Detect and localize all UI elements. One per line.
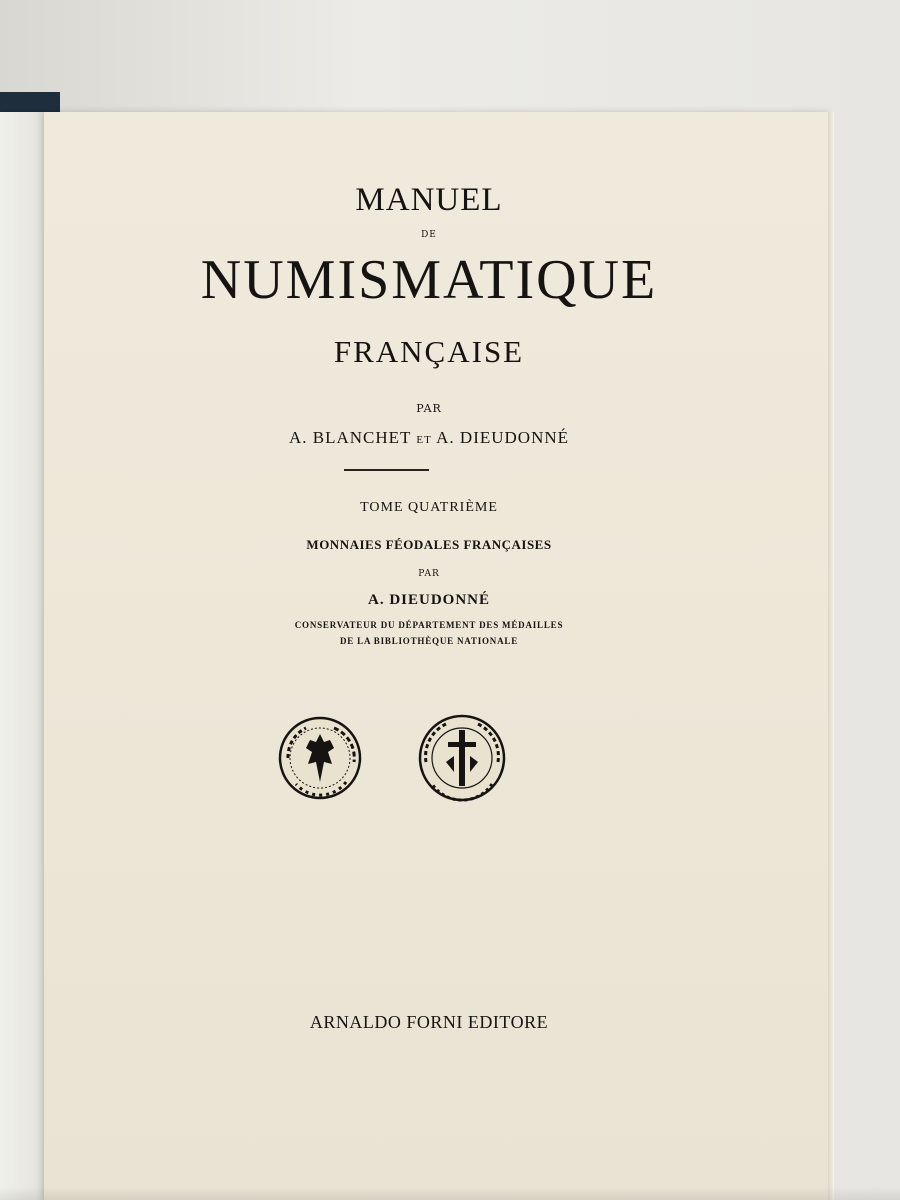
bottom-shadow <box>0 1186 900 1200</box>
title-francaise: FRANÇAISE <box>333 334 525 369</box>
author-position-line1: CONSERVATEUR DU DÉPARTEMENT DES MÉDAILLES <box>294 620 564 630</box>
left-page-edge <box>0 112 44 1200</box>
author-conjunction: ET <box>416 434 432 446</box>
volume-subtitle: MONNAIES FÉODALES FRANÇAISES <box>306 537 552 552</box>
coin-cross-icon <box>420 716 504 800</box>
author-position-line2: DE LA BIBLIOTHÈQUE NATIONALE <box>339 636 519 646</box>
par-label-2: PAR <box>418 569 440 579</box>
author-dieudonne: A. DIEUDONNÉ <box>436 428 570 447</box>
author-blanchet: A. BLANCHET <box>288 428 412 447</box>
authors-line <box>44 428 814 448</box>
author-volume: A. DIEUDONNÉ <box>367 592 490 608</box>
title-de: DE <box>421 230 437 240</box>
coin-illustrations <box>276 712 506 804</box>
title-numismatique: NUMISMATIQUE <box>200 249 658 311</box>
coin-eagle-icon <box>280 718 360 798</box>
title-manuel: MANUEL <box>355 182 503 218</box>
par-label: PAR <box>416 402 442 415</box>
page-edge <box>828 112 834 1200</box>
publisher: ARNALDO FORNI EDITORE <box>309 1012 549 1032</box>
divider-rule <box>344 469 429 471</box>
title-page <box>44 112 828 1200</box>
tome-label: TOME QUATRIÈME <box>360 500 498 515</box>
